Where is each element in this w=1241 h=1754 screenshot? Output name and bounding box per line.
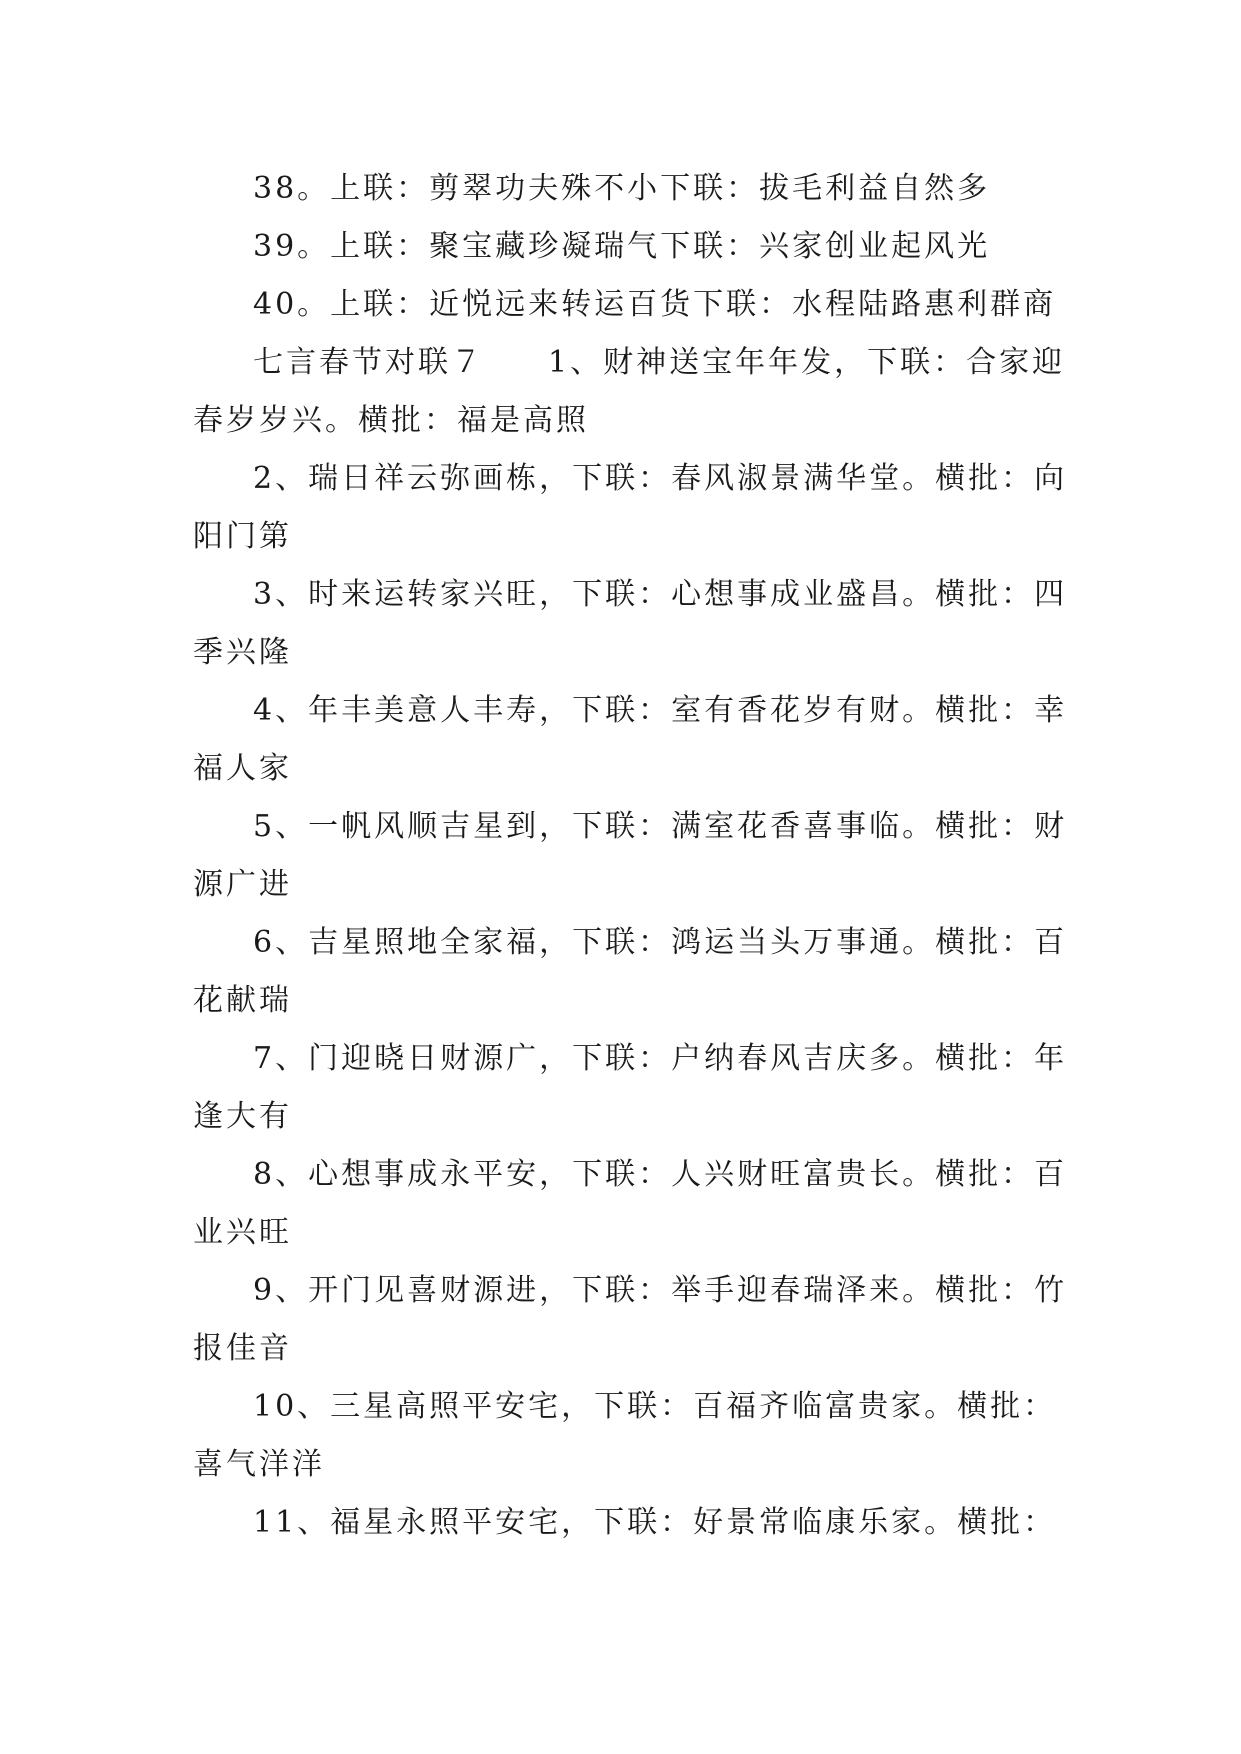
couplet-line-38: 38。上联：剪翠功夫殊不小下联：拔毛利益自然多 <box>253 171 991 206</box>
couplet-item-1: 1、财神送宝年年发，下联：合家迎春岁岁兴。横批：福是高照 <box>193 345 1066 438</box>
couplet-item-7: 7、门迎晓日财源广，下联：户纳春风吉庆多。横批：年逢大有 <box>193 1041 1068 1134</box>
section-heading: 七言春节对联７ <box>253 345 484 380</box>
couplet-item-6: 6、吉星照地全家福，下联：鸿运当头万事通。横批：百花献瑞 <box>193 925 1068 1018</box>
section-paragraph <box>193 334 1073 450</box>
couplet-item-4: 4、年丰美意人丰寿，下联：室有香花岁有财。横批：幸福人家 <box>193 693 1068 786</box>
couplet-line-40: 40。上联：近悦远来转运百货下联：水程陆路惠利群商 <box>253 287 1057 322</box>
couplet-item-10: 10、三星高照平安宅，下联：百福齐临富贵家。横批：喜气洋洋 <box>193 1389 1057 1482</box>
document-body <box>193 160 1073 1552</box>
couplet-item-8: 8、心想事成永平安，下联：人兴财旺富贵长。横批：百业兴旺 <box>193 1157 1068 1250</box>
couplet-item-5: 5、一帆风顺吉星到，下联：满室花香喜事临。横批：财源广进 <box>193 809 1068 902</box>
couplet-item-11: 11、福星永照平安宅，下联：好景常临康乐家。横批： <box>253 1505 1057 1540</box>
couplet-item-9: 9、开门见喜财源进，下联：举手迎春瑞泽来。横批：竹报佳音 <box>193 1273 1068 1366</box>
couplet-line-39: 39。上联：聚宝藏珍凝瑞气下联：兴家创业起风光 <box>253 229 991 264</box>
couplet-item-2: 2、瑞日祥云弥画栋，下联：春风淑景满华堂。横批：向阳门第 <box>193 461 1068 554</box>
couplet-item-3: 3、时来运转家兴旺，下联：心想事成业盛昌。横批：四季兴隆 <box>193 577 1068 670</box>
